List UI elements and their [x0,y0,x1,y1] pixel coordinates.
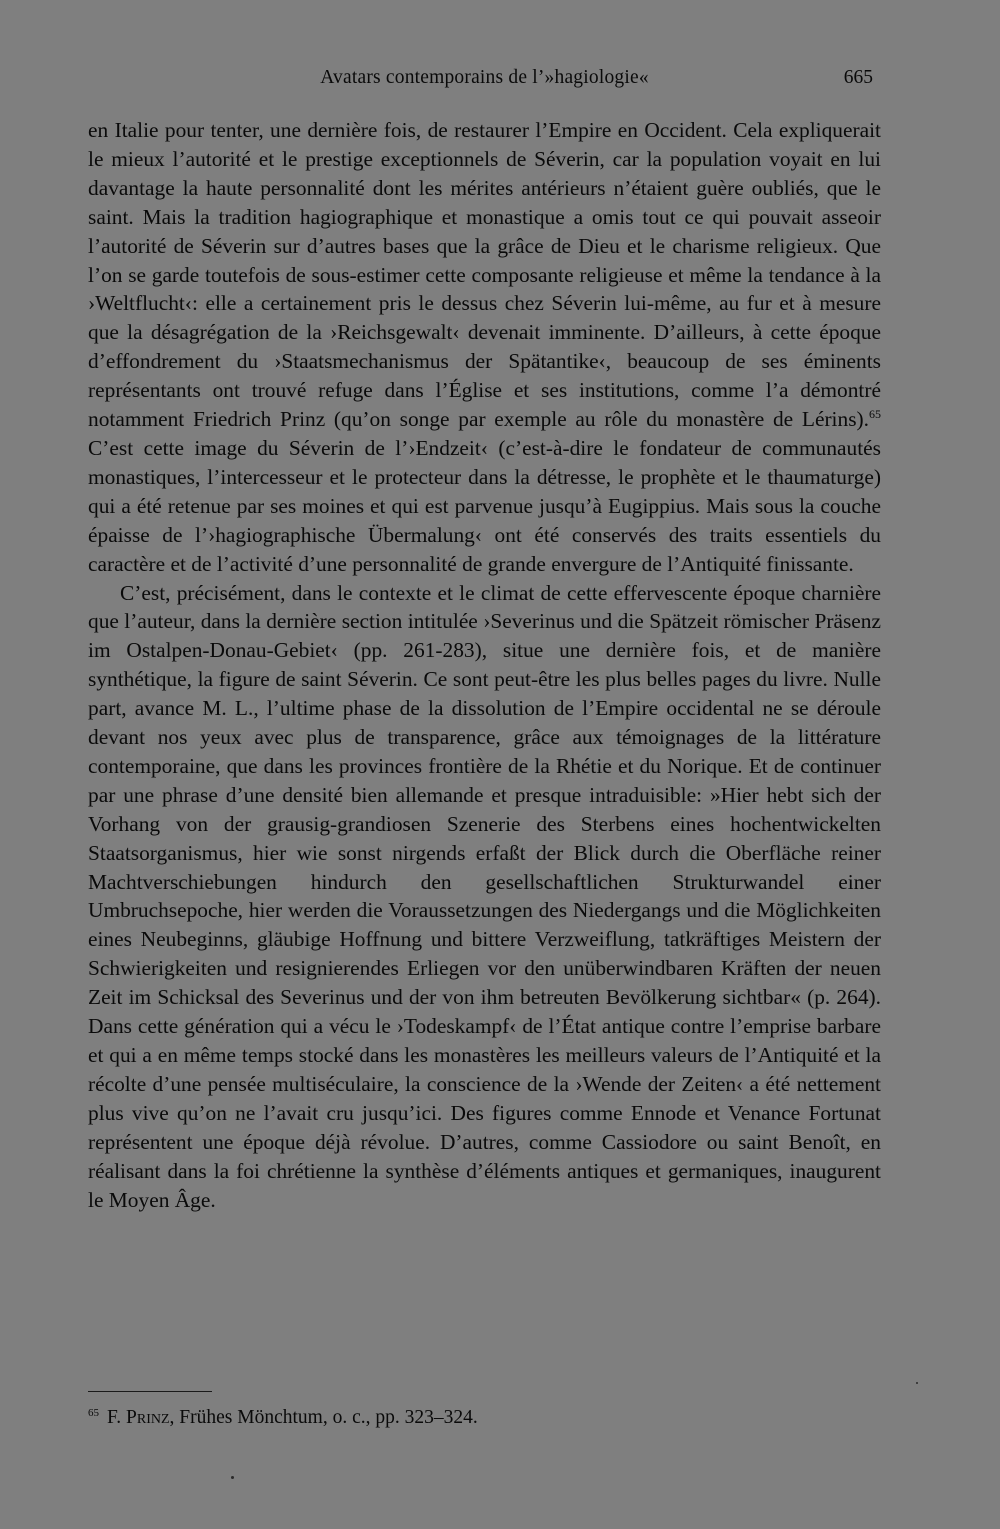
footnote-rule [88,1391,212,1392]
scan-speck [916,1382,918,1384]
footnote-reference: 65 [869,407,881,422]
paragraph [88,116,881,579]
scan-speck [231,1476,234,1479]
footnote [88,1404,881,1432]
paragraph-text: C’est cette image du Séverin de l’›Endzeit‹ (c’est-à-dire le fondateur de communautés monastiques, l’intercesseur et le protecteur dans la détresse, le prophète et le thaumaturge) qui a été retenue par ses moines et qui est parvenue jusqu’à Eugippius. Mais sous la couche épaisse de l’›hagiographische Übermalung‹ ont été conservés des traits essentiels du caractère et de l’activité d’une personnalité de grande envergure de l’Antiquité finissante. [88,435,881,576]
running-head [88,62,881,94]
paragraph-text: en Italie pour tenter, une dernière fois, de restaurer l’Empire en Occident. Cela expliquerait le mieux l’autorité et le prestige exceptionnels de Séverin, car la population voyait en lui davantage la haute personnalité dont les mérites antérieurs n’étaient guère oubliés, que le saint. Mais la tradition hagiographique et monastique a omis tout ce qui pouvait asseoir l’autorité de Séverin sur d’autres bases que la grâce de Dieu et le charisme religieux. Que l’on se garde toutefois de sous-estimer cette composante religieuse et même la tendance à la ›Weltflucht‹: elle a certainement pris le dessus chez Séverin lui-même, au fur et à mesure que la désagrégation de la ›Reichsgewalt‹ devenait imminente. D’ailleurs, à cette époque d’effondrement du ›Staatsmechanismus der Spätantike‹, beaucoup de ses éminents représentants ont trouvé refuge dans l’Église et ses institutions, comme l’a démontré notamment Friedrich Prinz (qu’on songe par exemple au rôle du monastère de Lérins). [88,118,881,432]
body-text [88,116,881,1214]
footnote-author: F. Prinz [107,1407,170,1428]
footnote-text: , Frühes Mönchtum, o. c., pp. 323–324. [169,1407,478,1428]
running-title: Avatars contemporains de l’»hagiologie« [320,67,649,88]
paragraph [88,579,881,1215]
paragraph-text: C’est, précisément, dans le contexte et le climat de cette effervescente époque charnière que l’auteur, dans la dernière section intitulée ›Severinus und die Spätzeit römischer Präsenz im Ostalpen-Donau-Gebiet‹ (pp. 261-283), situe une dernière fois, et de manière synthétique, la figure de saint Séverin. Ce sont peut-être les plus belles pages du livre. Nulle part, avance M. L., l’ultime phase de la dissolution de l’Empire occidental ne se déroule devant nos yeux avec plus de transparence, grâce aux témoignages de la littérature contemporaine, que dans les provinces frontière de la Rhétie et du Norique. Et de continuer par une phrase d’une densité bien allemande et presque intraduisible: »Hier hebt sich der Vorhang von der grausig-grandiosen Szenerie des Sterbens eines hochentwickelten Staatsorganismus, hier wie sonst nirgends erfaßt der Blick durch die Oberfläche reiner Machtverschiebungen hindurch den gesellschaftlichen Strukturwandel einer Umbruchsepoche, hier werden die Voraussetzungen des Niedergangs und die Möglichkeiten eines Neubeginns, gläubige Hoffnung und bittere Verzweiflung, tatkräftiges Meistern der Schwierigkeiten und resignierendes Erliegen vor den unüberwindbaren Kräften der neuen Zeit im Schicksal des Severinus und der von ihm betreuten Bevölkerung sichtbar« (p. 264). Dans cette génération qui a vécu le ›Todeskampf‹ de l’État antique contre l’emprise barbare et qui a en même temps stocké dans les monastères les meilleurs valeurs de l’Antiquité et la récolte d’une pensée multiséculaire, la conscience de la ›Wende der Zeiten‹ a été nettement plus vive qu’on ne l’avait cru jusqu’ici. Des figures comme Ennode et Venance Fortunat représentent une époque déjà révolue. D’autres, comme Cassiodore ou saint Benoît, en réalisant dans la foi chrétienne la synthèse d’éléments antiques et germaniques, inaugurent le Moyen Âge. [88,580,881,1212]
page-number: 665 [843,67,873,88]
footnote-number: 65 [88,1407,99,1419]
